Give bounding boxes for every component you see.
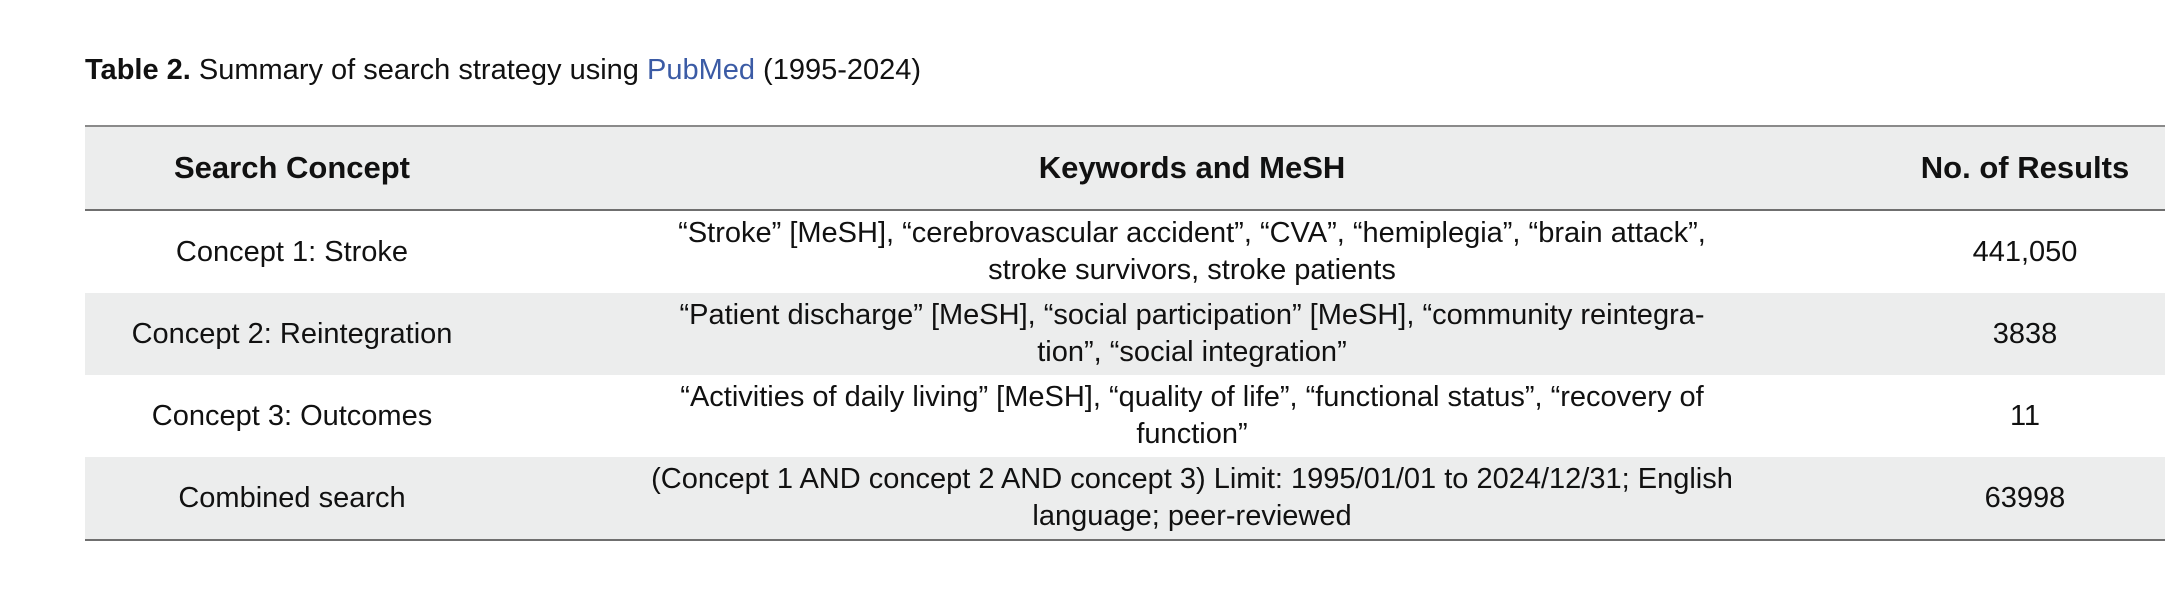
- keywords-line: “Activities of daily living” [MeSH], “quality of life”, “functional status”, “recovery of: [680, 381, 1704, 413]
- keywords-line: function”: [1136, 418, 1248, 450]
- results-cell: 63998: [1885, 457, 2165, 540]
- concept-cell: Concept 1: Stroke: [175, 235, 409, 268]
- caption-text: Summary of search strategy using: [190, 54, 647, 86]
- results-cell: 3838: [1992, 317, 2058, 350]
- header-no-of-results: No. of Results: [1885, 126, 2165, 210]
- header-row: [85, 126, 2165, 210]
- table-row: [85, 293, 2165, 375]
- keywords-cell: [499, 293, 1885, 375]
- results-cell: 441,050: [1972, 235, 2078, 268]
- results-cell: 11: [2009, 399, 2041, 432]
- keywords-line: language; peer-reviewed: [1032, 500, 1352, 532]
- keywords-cell: [499, 210, 1885, 293]
- keywords-line: “Patient discharge” [MeSH], “social participation” [MeSH], “community reintegra-: [679, 299, 1705, 331]
- pubmed-link[interactable]: PubMed: [646, 54, 755, 86]
- keywords-cell: [499, 375, 1885, 457]
- header-search-concept: Search Concept: [85, 126, 499, 210]
- concept-cell: Concept 3: Outcomes: [151, 399, 433, 432]
- keywords-line: (Concept 1 AND concept 2 AND concept 3) Limit: 1995/01/01 to 2024/12/31; English: [651, 463, 1733, 495]
- table-row: [85, 457, 2165, 540]
- keywords-line: “Stroke” [MeSH], “cerebrovascular accident”, “CVA”, “hemiplegia”, “brain attack”,: [678, 217, 1706, 249]
- table: [85, 125, 2165, 541]
- keywords-line: stroke survivors, stroke patients: [988, 254, 1396, 286]
- keywords-cell: [499, 457, 1885, 540]
- table-body: [85, 210, 2165, 540]
- table-row: [85, 210, 2165, 293]
- concept-cell: Concept 2: Reintegration: [131, 317, 453, 350]
- table-header: [85, 126, 2165, 210]
- keywords-line: tion”, “social integration”: [1037, 336, 1347, 368]
- concept-cell: Combined search: [85, 457, 499, 540]
- table-label: Table 2.: [85, 54, 191, 86]
- table-row: [85, 375, 2165, 457]
- header-keywords-mesh: Keywords and MeSH: [499, 126, 1885, 210]
- search-strategy-table: [85, 125, 2130, 541]
- caption-date-range: (1995-2024): [755, 54, 922, 86]
- table-caption: [85, 50, 921, 90]
